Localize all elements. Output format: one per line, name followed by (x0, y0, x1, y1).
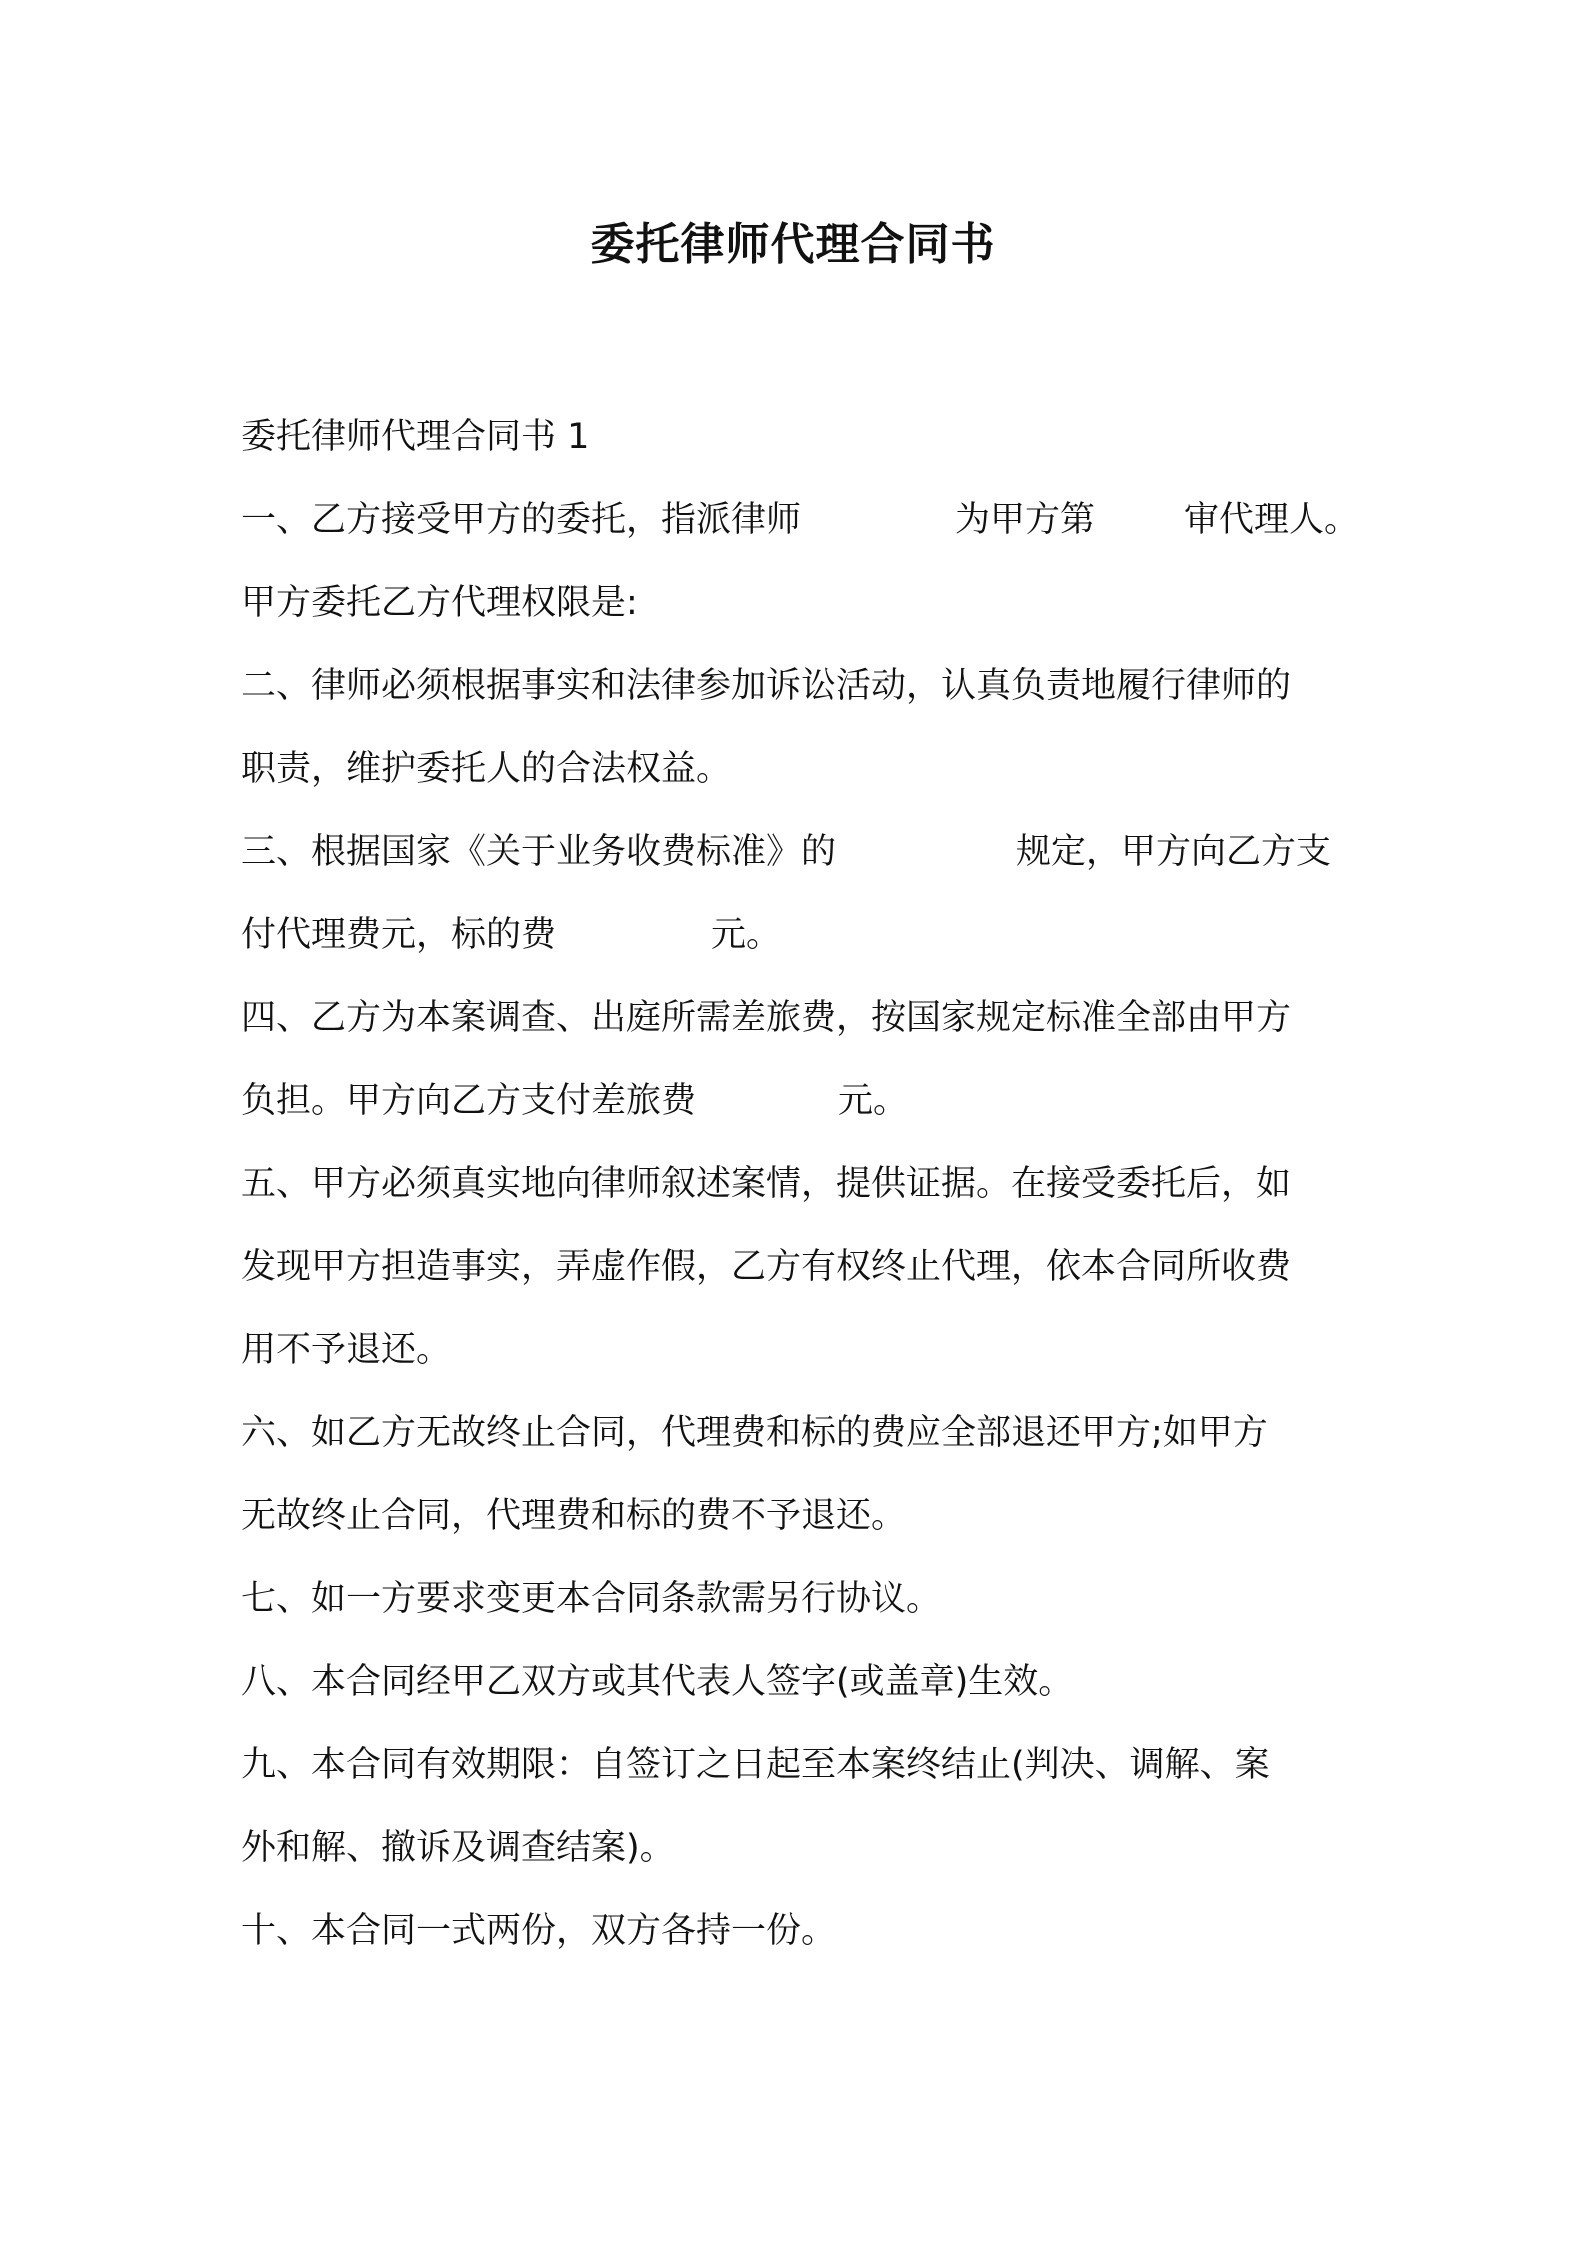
clause-1-line-2 (241, 570, 1361, 653)
clause-8-line (241, 1649, 1361, 1732)
subtitle-text: 委托律师代理合同书 1 (241, 417, 590, 457)
clause-5-line-2 (241, 1234, 1361, 1317)
clause-2-line-2 (241, 736, 1361, 819)
clause-9-line-2 (241, 1815, 1361, 1898)
clause-3-text-d: 元。 (711, 915, 782, 955)
clause-7-text: 七、如一方要求变更本合同条款需另行协议。 (241, 1579, 942, 1619)
clause-5-line-1 (241, 1151, 1361, 1234)
clause-4-line-2 (241, 1068, 1361, 1151)
clause-5-text-a: 五、甲方必须真实地向律师叙述案情，提供证据。在接受委托后，如 (241, 1164, 1292, 1204)
clause-8-text: 八、本合同经甲乙双方或其代表人签字(或盖章)生效。 (241, 1662, 1074, 1702)
clause-1-text-d: 甲方委托乙方代理权限是: (241, 583, 638, 623)
clause-6-line-2 (241, 1483, 1361, 1566)
clause-4-text-a: 四、乙方为本案调查、出庭所需差旅费，按国家规定标准全部由甲方 (241, 998, 1292, 1038)
clause-5-text-c: 用不予退还。 (241, 1330, 452, 1370)
clause-9-text-b: 外和解、撤诉及调查结案)。 (241, 1828, 675, 1868)
document-body (241, 404, 1361, 1981)
clause-3-line-1 (241, 819, 1361, 902)
clause-4-line-1 (241, 985, 1361, 1068)
clause-5-line-3 (241, 1317, 1361, 1400)
clause-1-text-c: 审代理人。 (1184, 500, 1360, 540)
subtitle-line (241, 404, 1361, 487)
clause-1-text-a: 一、乙方接受甲方的委托，指派律师 (241, 500, 802, 540)
clause-4-text-c: 元。 (838, 1081, 909, 1121)
clause-3-text-c: 付代理费元，标的费 (241, 915, 557, 955)
clause-10-text: 十、本合同一式两份，双方各持一份。 (241, 1911, 837, 1951)
clause-7-line (241, 1566, 1361, 1649)
clause-3-text-a: 三、根据国家《关于业务收费标准》的 (241, 832, 837, 872)
clause-9-text-a: 九、本合同有效期限：自签订之日起至本案终结止(判决、调解、案 (241, 1745, 1270, 1785)
clause-10-line (241, 1898, 1361, 1981)
clause-4-text-b: 负担。甲方向乙方支付差旅费 (241, 1081, 697, 1121)
clause-2-line-1 (241, 653, 1361, 736)
clause-1-line-1 (241, 487, 1361, 570)
clause-1-text-b: 为甲方第 (955, 500, 1096, 540)
clause-5-text-b: 发现甲方担造事实，弄虚作假，乙方有权终止代理，依本合同所收费 (241, 1247, 1292, 1287)
clause-6-text-a: 六、如乙方无故终止合同，代理费和标的费应全部退还甲方;如甲方 (241, 1413, 1268, 1453)
clause-3-text-b: 规定，甲方向乙方支 (1016, 832, 1332, 872)
clause-6-text-b: 无故终止合同，代理费和标的费不予退还。 (241, 1496, 907, 1536)
clause-3-line-2 (241, 902, 1361, 985)
clause-2-text-a: 二、律师必须根据事实和法律参加诉讼活动，认真负责地履行律师的 (241, 666, 1292, 706)
clause-2-text-b: 职责，维护委托人的合法权益。 (241, 749, 732, 789)
clause-9-line-1 (241, 1732, 1361, 1815)
clause-6-line-1 (241, 1400, 1361, 1483)
document-title: 委托律师代理合同书 (590, 219, 996, 270)
